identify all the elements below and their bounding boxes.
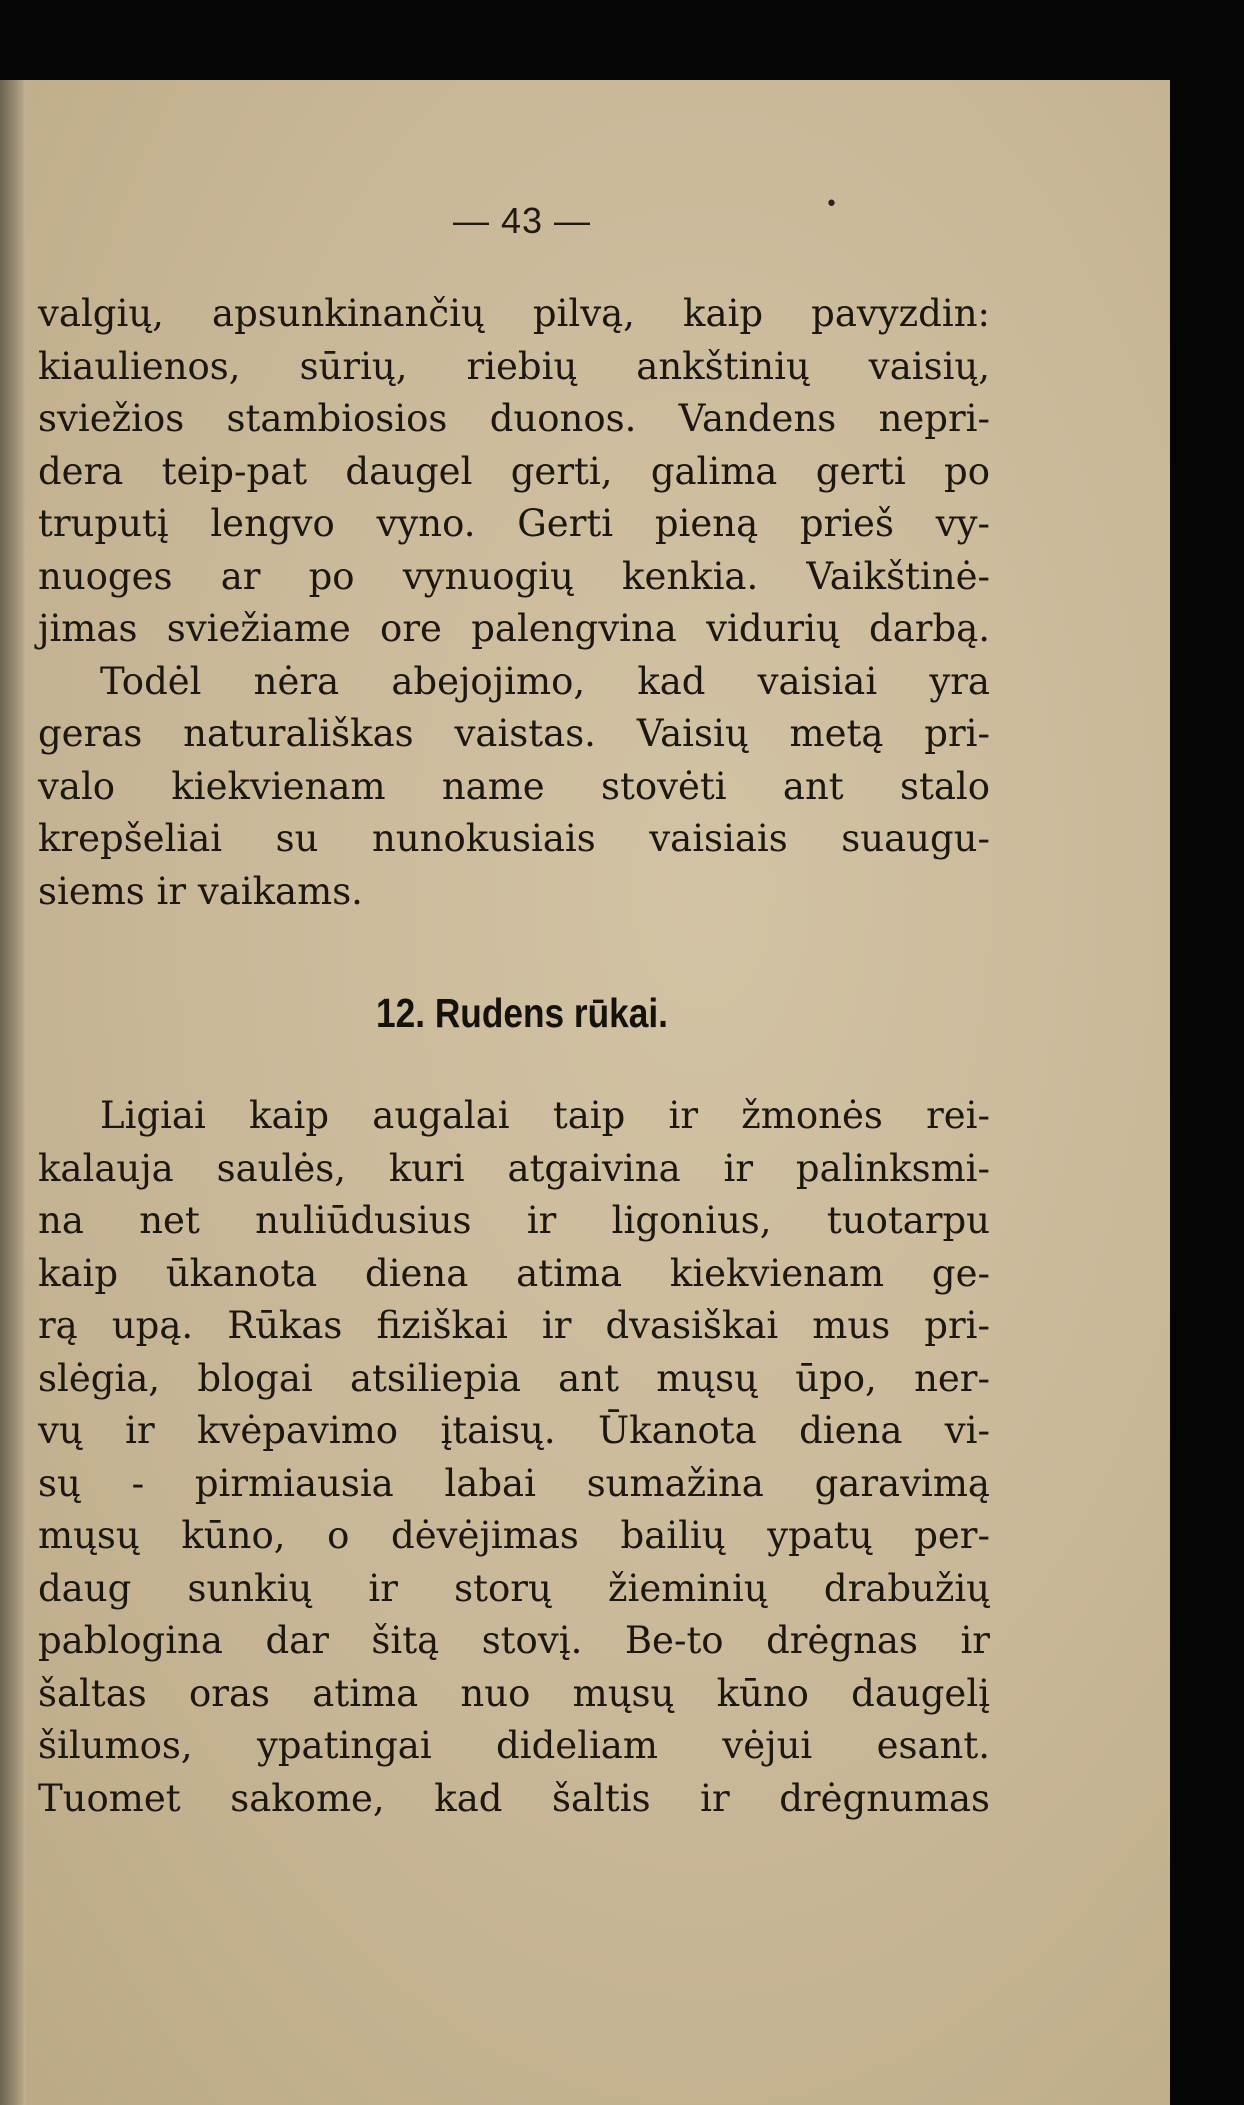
page-number: — 43 — [452,200,592,241]
text-line: šaltas oras atima nuo mųsų kūno daugelį [38,1671,990,1715]
text-line: kalauja saulės, kuri atgaivina ir palinksmi- [38,1146,990,1190]
text-line: siems ir vaikams. [38,869,363,913]
text-line: pablogina dar šitą stovį. Be-to drėgnas ir [38,1619,990,1662]
text-line: šilumos, ypatingai dideliam vėjui esant. [38,1724,990,1767]
text-line: valgių, apsunkinančių pilvą, kaip pavyzdin: [38,292,990,335]
text-line: geras naturališkas vaistas. Vaisių metą pri- [38,712,990,755]
text-line: jimas sviežiame ore palengvina vidurių darbą. [38,607,990,650]
book-page [0,80,1170,2105]
page-gutter-shadow [0,80,26,2105]
text-line: kaip ūkanota diena atima kiekvienam ge- [38,1251,990,1295]
text-line: dera teip-pat daugel gerti, galima gerti po [38,449,990,493]
text-line: krepšeliai su nunokusiais vaisiais suaugu- [38,817,990,860]
text-line: valo kiekvienam name stovėti ant stalo [38,764,990,808]
text-line: rą upą. Rūkas fiziškai ir dvasiškai mus pri- [38,1304,990,1347]
text-line: Ligiai kaip augalai taip ir žmonės rei- [100,1094,990,1137]
text-line: kiaulienos, sūrių, riebių ankštinių vaisių, [38,344,990,388]
paragraph-1 [38,288,990,918]
paragraph-2 [38,1090,990,1825]
text-line: truputį lengvo vyno. Gerti pieną prieš vy- [38,502,990,545]
text-line: vų ir kvėpavimo įtaisų. Ūkanota diena vi- [38,1409,990,1452]
text-line: nuoges ar po vynuogių kenkia. Vaikštinė- [38,554,990,598]
text-line: Todėl nėra abejojimo, kad vaisiai yra [100,659,990,703]
text-line: sų - pirmiausia labai sumažina garavimą [38,1461,990,1505]
section-heading: 12. Rudens rūkai. [376,990,668,1036]
text-line: na net nuliūdusius ir ligonius, tuotarpu [38,1199,990,1242]
text-line: mųsų kūno, o dėvėjimas bailių ypatų per- [38,1514,990,1557]
text-line: slėgia, blogai atsiliepia ant mųsų ūpo, ner- [38,1356,990,1400]
text-line: Tuomet sakome, kad šaltis ir drėgnumas [38,1776,990,1820]
text-line: daug sunkių ir storų žieminių drabužių [38,1566,990,1610]
ink-speck: • [825,192,838,217]
text-line: sviežios stambiosios duonos. Vandens nepri- [38,397,990,440]
